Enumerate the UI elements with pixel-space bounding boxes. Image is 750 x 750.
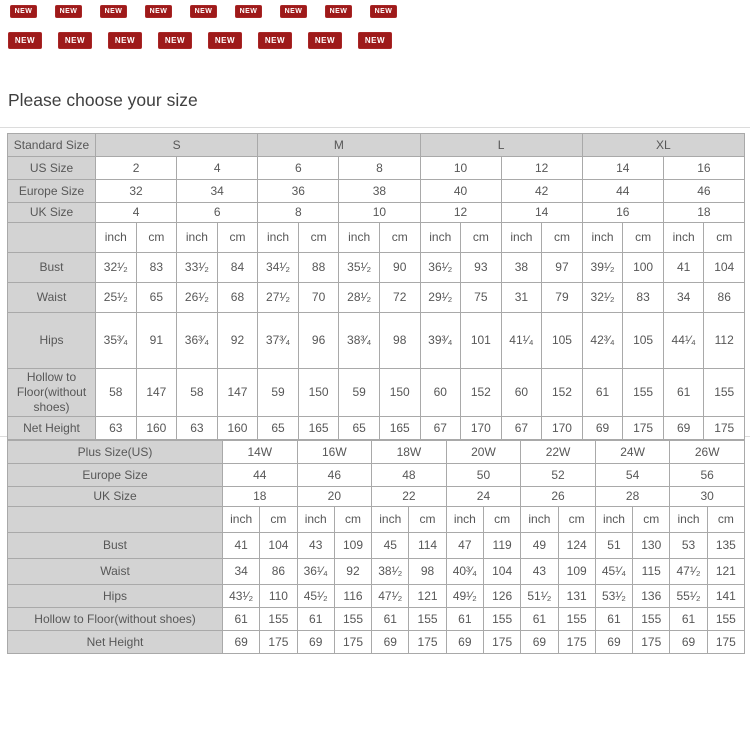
value-cell: 115 [633,559,670,585]
value-cell: 35³⁄₄ [96,313,137,369]
value-cell: 160 [136,417,177,440]
value-cell: 155 [483,608,520,631]
table-row [8,464,745,487]
value-cell: 124 [558,533,595,559]
value-cell: 32¹⁄₂ [96,253,137,283]
value-cell: inch [663,223,704,253]
value-cell: 4 [177,157,258,180]
value-cell: cm [298,223,339,253]
value-cell: 58 [96,369,137,417]
value-cell: 105 [542,313,583,369]
value-cell: 24 [446,487,521,507]
value-cell: inch [595,507,632,533]
value-cell: 155 [334,608,371,631]
new-tag-icon: NEW [358,32,392,49]
value-cell: 92 [217,313,258,369]
value-cell: 83 [136,253,177,283]
value-cell: inch [501,223,542,253]
value-cell: 39¹⁄₂ [582,253,623,283]
value-cell: 69 [297,631,334,654]
value-cell: 86 [260,559,297,585]
value-cell: 38¹⁄₂ [372,559,409,585]
value-cell: 175 [558,631,595,654]
value-cell: 69 [372,631,409,654]
value-cell: 160 [217,417,258,440]
value-cell: 121 [409,585,446,608]
value-cell: 18 [663,203,744,223]
value-cell: 155 [260,608,297,631]
table-row [8,417,745,440]
value-cell: 104 [704,253,745,283]
value-cell: 112 [704,313,745,369]
value-cell: 22W [521,441,596,464]
new-tag-row-bottom [8,32,392,49]
value-cell: 109 [558,559,595,585]
header-cell: Hollow to Floor(without shoes) [8,369,96,417]
value-cell: cm [260,507,297,533]
value-cell: 24W [595,441,670,464]
value-cell: 55¹⁄₂ [670,585,707,608]
value-cell: 61 [663,369,704,417]
header-cell: UK Size [8,203,96,223]
value-cell: inch [446,507,483,533]
value-cell: 6 [258,157,339,180]
value-cell: 69 [663,417,704,440]
table-row [8,313,745,369]
value-cell: 16 [582,203,663,223]
value-cell: 70 [298,283,339,313]
value-cell: 22 [372,487,447,507]
header-cell [8,507,223,533]
value-cell: 61 [595,608,632,631]
value-cell: cm [461,223,502,253]
table-row [8,157,745,180]
value-cell: 30 [670,487,745,507]
value-cell: 36¹⁄₄ [297,559,334,585]
value-cell: 69 [521,631,558,654]
value-cell: 45¹⁄₂ [297,585,334,608]
value-cell: 51 [595,533,632,559]
value-cell: 34 [177,180,258,203]
header-cell: Standard Size [8,134,96,157]
value-cell: 93 [461,253,502,283]
value-cell: 61 [372,608,409,631]
value-cell: 175 [633,631,670,654]
value-cell: 61 [223,608,260,631]
value-cell: inch [258,223,299,253]
header-cell: Bust [8,533,223,559]
value-cell: inch [339,223,380,253]
value-cell: 155 [409,608,446,631]
value-cell: 32¹⁄₂ [582,283,623,313]
value-cell: 170 [542,417,583,440]
value-cell: 27¹⁄₂ [258,283,299,313]
value-cell: 175 [260,631,297,654]
value-cell: 65 [339,417,380,440]
divider-line [0,127,750,128]
value-cell: 8 [258,203,339,223]
value-cell: inch [521,507,558,533]
value-cell: 165 [298,417,339,440]
value-cell: 4 [96,203,177,223]
value-cell: 135 [707,533,744,559]
value-cell: 59 [339,369,380,417]
value-cell: 141 [707,585,744,608]
value-cell: 96 [298,313,339,369]
plus-size-table [7,440,745,654]
value-cell: 49¹⁄₂ [446,585,483,608]
new-tag-icon: NEW [108,32,142,49]
table-row [8,631,745,654]
table-row [8,585,745,608]
value-cell: 34¹⁄₂ [258,253,299,283]
new-tag-icon: NEW [235,5,262,18]
value-cell: inch [96,223,137,253]
value-cell: 83 [623,283,664,313]
table-row [8,441,745,464]
value-cell: 14 [582,157,663,180]
new-tag-icon: NEW [258,32,292,49]
table-row [8,533,745,559]
header-cell: Hollow to Floor(without shoes) [8,608,223,631]
header-cell: Waist [8,283,96,313]
value-cell: 35¹⁄₂ [339,253,380,283]
value-cell: 47¹⁄₂ [670,559,707,585]
value-cell: 29¹⁄₂ [420,283,461,313]
value-cell: 65 [258,417,299,440]
new-tag-icon: NEW [145,5,172,18]
value-cell: 65 [136,283,177,313]
new-tag-icon: NEW [190,5,217,18]
value-cell: inch [420,223,461,253]
value-cell: 26 [521,487,596,507]
value-cell: 26¹⁄₂ [177,283,218,313]
table-row [8,608,745,631]
value-cell: 38³⁄₄ [339,313,380,369]
value-cell: 61 [670,608,707,631]
value-cell: 36 [258,180,339,203]
value-cell: 43¹⁄₂ [223,585,260,608]
value-cell: 54 [595,464,670,487]
value-cell: 36³⁄₄ [177,313,218,369]
new-tag-icon: NEW [8,32,42,49]
value-cell: 52 [521,464,596,487]
header-cell: Hips [8,313,96,369]
new-tag-icon: NEW [100,5,127,18]
new-tag-icon: NEW [308,32,342,49]
value-cell: 42 [501,180,582,203]
value-cell: 6 [177,203,258,223]
value-cell: 98 [409,559,446,585]
value-cell: 61 [521,608,558,631]
value-cell: 63 [177,417,218,440]
value-cell: 109 [334,533,371,559]
value-cell: 147 [217,369,258,417]
value-cell: 86 [704,283,745,313]
value-cell: 37³⁄₄ [258,313,299,369]
value-cell: 155 [623,369,664,417]
value-cell: 2 [96,157,177,180]
value-cell: cm [334,507,371,533]
value-cell: 60 [420,369,461,417]
value-cell: 8 [339,157,420,180]
table-row [8,253,745,283]
value-cell: 67 [501,417,542,440]
page-title: Please choose your size [8,90,198,110]
value-cell: cm [558,507,595,533]
value-cell: 10 [339,203,420,223]
value-cell: 49 [521,533,558,559]
value-cell: 175 [409,631,446,654]
value-cell: 53¹⁄₂ [595,585,632,608]
new-tag-icon: NEW [208,32,242,49]
value-cell: 51¹⁄₂ [521,585,558,608]
value-cell: 69 [670,631,707,654]
value-cell: 46 [663,180,744,203]
value-cell: 72 [379,283,420,313]
new-tag-icon: NEW [55,5,82,18]
value-cell: 105 [623,313,664,369]
value-cell: 46 [297,464,372,487]
value-cell: cm [483,507,520,533]
value-cell: 147 [136,369,177,417]
value-cell: 67 [420,417,461,440]
value-cell: 56 [670,464,745,487]
value-cell: 26W [670,441,745,464]
value-cell: 69 [223,631,260,654]
new-tag-icon: NEW [370,5,397,18]
value-cell: 175 [334,631,371,654]
value-cell: 45¹⁄₄ [595,559,632,585]
value-cell: 100 [623,253,664,283]
value-cell: 14W [223,441,298,464]
value-cell: 28¹⁄₂ [339,283,380,313]
header-cell: Waist [8,559,223,585]
value-cell: 12 [501,157,582,180]
value-cell: 152 [461,369,502,417]
value-cell: 47¹⁄₂ [372,585,409,608]
value-cell: 47 [446,533,483,559]
table-row [8,134,745,157]
value-cell: 10 [420,157,501,180]
value-cell: 44 [582,180,663,203]
new-tag-row-top [10,5,397,18]
value-cell: 131 [558,585,595,608]
header-cell: Net Height [8,631,223,654]
value-cell: 68 [217,283,258,313]
header-cell: UK Size [8,487,223,507]
header-cell: Hips [8,585,223,608]
value-cell: cm [623,223,664,253]
value-cell: 69 [595,631,632,654]
value-cell: 39³⁄₄ [420,313,461,369]
table-row [8,203,745,223]
value-cell: inch [223,507,260,533]
value-cell: cm [409,507,446,533]
table-row [8,369,745,417]
value-cell: 45 [372,533,409,559]
value-cell: cm [379,223,420,253]
value-cell: 41¹⁄₄ [501,313,542,369]
value-cell: 41 [223,533,260,559]
value-cell: 61 [297,608,334,631]
value-cell: 28 [595,487,670,507]
value-cell: 88 [298,253,339,283]
table-row [8,487,745,507]
table-row [8,180,745,203]
value-cell: 121 [707,559,744,585]
value-cell: cm [704,223,745,253]
value-cell: 14 [501,203,582,223]
value-cell: 43 [521,559,558,585]
value-cell: 58 [177,369,218,417]
value-cell: 34 [663,283,704,313]
value-cell: 170 [461,417,502,440]
header-cell: Europe Size [8,464,223,487]
value-cell: 175 [707,631,744,654]
value-cell: 41 [663,253,704,283]
value-cell: inch [582,223,623,253]
value-cell: 91 [136,313,177,369]
new-tag-icon: NEW [158,32,192,49]
value-cell: 69 [582,417,623,440]
value-cell: 126 [483,585,520,608]
value-cell: 38 [339,180,420,203]
value-cell: 98 [379,313,420,369]
value-cell: 43 [297,533,334,559]
value-cell: 175 [704,417,745,440]
value-cell: 116 [334,585,371,608]
value-cell: 32 [96,180,177,203]
value-cell: 175 [483,631,520,654]
new-tag-icon: NEW [280,5,307,18]
table-row [8,507,745,533]
value-cell: 152 [542,369,583,417]
value-cell: 175 [623,417,664,440]
value-cell: 40 [420,180,501,203]
value-cell: 104 [483,559,520,585]
value-cell: 44¹⁄₄ [663,313,704,369]
value-cell: 61 [446,608,483,631]
header-cell: Net Height [8,417,96,440]
value-cell: cm [542,223,583,253]
value-cell: inch [670,507,707,533]
value-cell: 16 [663,157,744,180]
value-cell: 60 [501,369,542,417]
value-cell: 36¹⁄₂ [420,253,461,283]
value-cell: 20 [297,487,372,507]
standard-size-table [7,133,745,440]
table-row [8,283,745,313]
new-tag-icon: NEW [10,5,37,18]
value-cell: 25¹⁄₂ [96,283,137,313]
value-cell: 48 [372,464,447,487]
value-cell: 150 [379,369,420,417]
table-row [8,223,745,253]
value-cell: cm [633,507,670,533]
value-cell: 20W [446,441,521,464]
value-cell: 75 [461,283,502,313]
value-cell: 97 [542,253,583,283]
header-cell: L [420,134,582,157]
header-cell: Bust [8,253,96,283]
value-cell: 155 [704,369,745,417]
value-cell: 92 [334,559,371,585]
value-cell: 53 [670,533,707,559]
value-cell: 165 [379,417,420,440]
header-cell: S [96,134,258,157]
new-tag-icon: NEW [58,32,92,49]
value-cell: 59 [258,369,299,417]
value-cell: inch [297,507,334,533]
value-cell: 18W [372,441,447,464]
value-cell: 50 [446,464,521,487]
value-cell: 155 [633,608,670,631]
value-cell: 90 [379,253,420,283]
value-cell: 136 [633,585,670,608]
value-cell: 104 [260,533,297,559]
header-cell: XL [582,134,744,157]
value-cell: 130 [633,533,670,559]
value-cell: 114 [409,533,446,559]
value-cell: 44 [223,464,298,487]
header-cell: Europe Size [8,180,96,203]
value-cell: cm [136,223,177,253]
value-cell: 84 [217,253,258,283]
value-cell: 155 [558,608,595,631]
value-cell: inch [177,223,218,253]
value-cell: 33¹⁄₂ [177,253,218,283]
value-cell: 42³⁄₄ [582,313,623,369]
header-cell: US Size [8,157,96,180]
value-cell: 155 [707,608,744,631]
value-cell: 150 [298,369,339,417]
value-cell: 119 [483,533,520,559]
value-cell: 69 [446,631,483,654]
value-cell: 18 [223,487,298,507]
value-cell: cm [707,507,744,533]
value-cell: inch [372,507,409,533]
header-cell: M [258,134,420,157]
header-cell [8,223,96,253]
value-cell: 61 [582,369,623,417]
value-cell: 31 [501,283,542,313]
value-cell: 63 [96,417,137,440]
value-cell: 16W [297,441,372,464]
value-cell: 40³⁄₄ [446,559,483,585]
value-cell: 34 [223,559,260,585]
header-cell: Plus Size(US) [8,441,223,464]
table-row [8,559,745,585]
value-cell: 101 [461,313,502,369]
value-cell: cm [217,223,258,253]
value-cell: 12 [420,203,501,223]
value-cell: 110 [260,585,297,608]
new-tag-icon: NEW [325,5,352,18]
value-cell: 79 [542,283,583,313]
value-cell: 38 [501,253,542,283]
